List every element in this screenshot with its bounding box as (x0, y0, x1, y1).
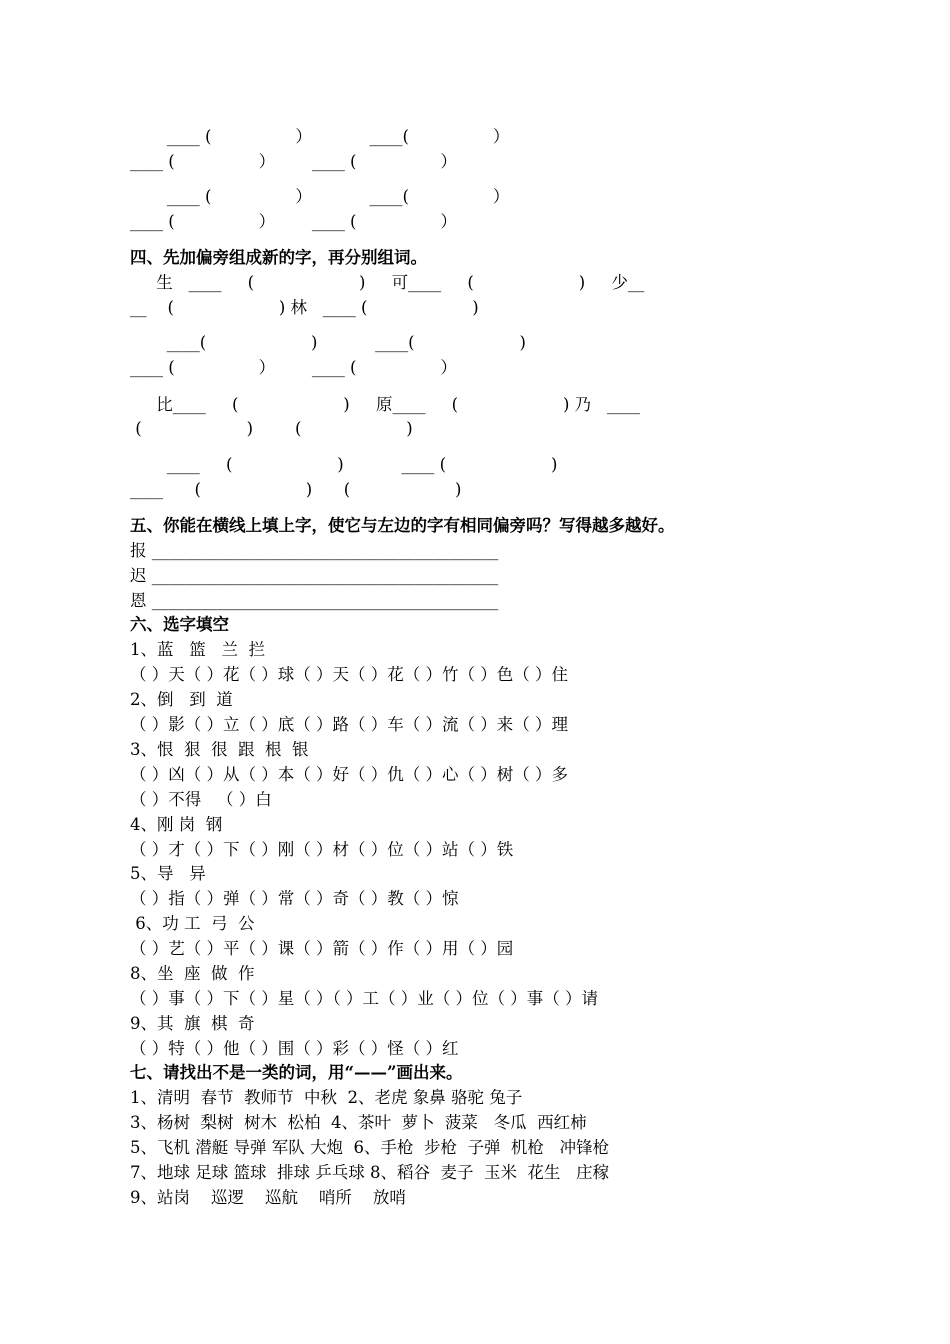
text-line: （ ）特（ ）他（ ）围（ ）彩（ ）怪（ ）红 (130, 1039, 459, 1058)
text-line: 6、功 工 弓 公 (130, 914, 255, 933)
text-line: ____ ( ） ____ ( ） (130, 212, 457, 231)
text-line: __ ( ) 林 ____ ( ) (130, 298, 479, 317)
section-heading: 七、请找出不是一类的词，用“——”画出来。 (130, 1063, 463, 1082)
section-heading: 六、选字填空 (130, 615, 229, 634)
text-line: （ ）事（ ）下（ ）星（ ）（ ）工（ ）业（ ）位（ ）事（ ）请 (130, 989, 598, 1008)
text-line: ____ ( ） ____( ） (130, 127, 510, 146)
text-line: （ ）指（ ）弹（ ）常（ ）奇（ ）教（ ）惊 (130, 889, 459, 908)
text-line: （ ）影（ ）立（ ）底（ ）路（ ）车（ ）流（ ）来（ ）理 (130, 715, 568, 734)
text-line: 报 __________________________________________ (130, 541, 499, 560)
section-heading: 五、你能在横线上填上字，使它与左边的字有相同偏旁吗？写得越多越好。 (130, 516, 675, 535)
text-line: 生 ____ ( ) 可____ ( ) 少__ (130, 273, 645, 292)
text-line: （ ）艺（ ）平（ ）课（ ）箭（ ）作（ ）用（ ）园 (130, 939, 514, 958)
section-heading: 四、先加偏旁组成新的字，再分别组词。 (130, 248, 427, 267)
text-line: 迟 __________________________________________ (130, 566, 499, 585)
text-line: 3、恨 狠 很 跟 根 银 (130, 740, 309, 759)
text-line: 3、杨树 梨树 树木 松柏 4、茶叶 萝卜 菠菜 冬瓜 西红柿 (130, 1113, 587, 1132)
text-line: ____( ) ____( ) (130, 333, 526, 352)
text-line: 恩 __________________________________________ (130, 591, 499, 610)
text-line: 9、其 旗 棋 奇 (130, 1014, 255, 1033)
text-line: 1、蓝 篮 兰 拦 (130, 640, 265, 659)
text-line: 1、清明 春节 教师节 中秋 2、老虎 象鼻 骆驼 兔子 (130, 1088, 523, 1107)
text-line: 5、导 异 (130, 864, 206, 883)
text-line: （ ）凶（ ）从（ ）本（ ）好（ ）仇（ ）心（ ）树（ ）多 (130, 765, 568, 784)
text-line: ____ ( ） ____ ( ） (130, 152, 457, 171)
text-line: （ ）天（ ）花（ ）球（ ）天（ ）花（ ）竹（ ）色（ ）住 (130, 665, 568, 684)
text-line: 比____ ( ) 原____ ( ) 乃 ____ (130, 395, 640, 414)
text-line: （ ）才（ ）下（ ）刚（ ）材（ ）位（ ）站（ ）铁 (130, 840, 514, 859)
text-line: 7、地球 足球 篮球 排球 乒乓球 8、稻谷 麦子 玉米 花生 庄稼 (130, 1163, 610, 1182)
text-line: 8、坐 座 做 作 (130, 964, 255, 983)
text-line: ____ ( ） ____ ( ） (130, 358, 457, 377)
text-line: 9、站岗 巡逻 巡航 哨所 放哨 (130, 1188, 406, 1207)
text-line: （ ）不得 （ ）白 (130, 790, 272, 809)
text-line: ( ) ( ) (130, 419, 413, 438)
text-line: ____ ( ) ( ) (130, 480, 462, 499)
text-line: 2、倒 到 道 (130, 690, 233, 709)
text-line: 5、飞机 潜艇 导弹 军队 大炮 6、手枪 步枪 子弹 机枪 冲锋枪 (130, 1138, 610, 1157)
text-line: ____ ( ) ____ ( ) (130, 455, 558, 474)
text-line: ____ ( ） ____( ） (130, 187, 510, 206)
text-line: 4、刚 岗 钢 (130, 815, 223, 834)
